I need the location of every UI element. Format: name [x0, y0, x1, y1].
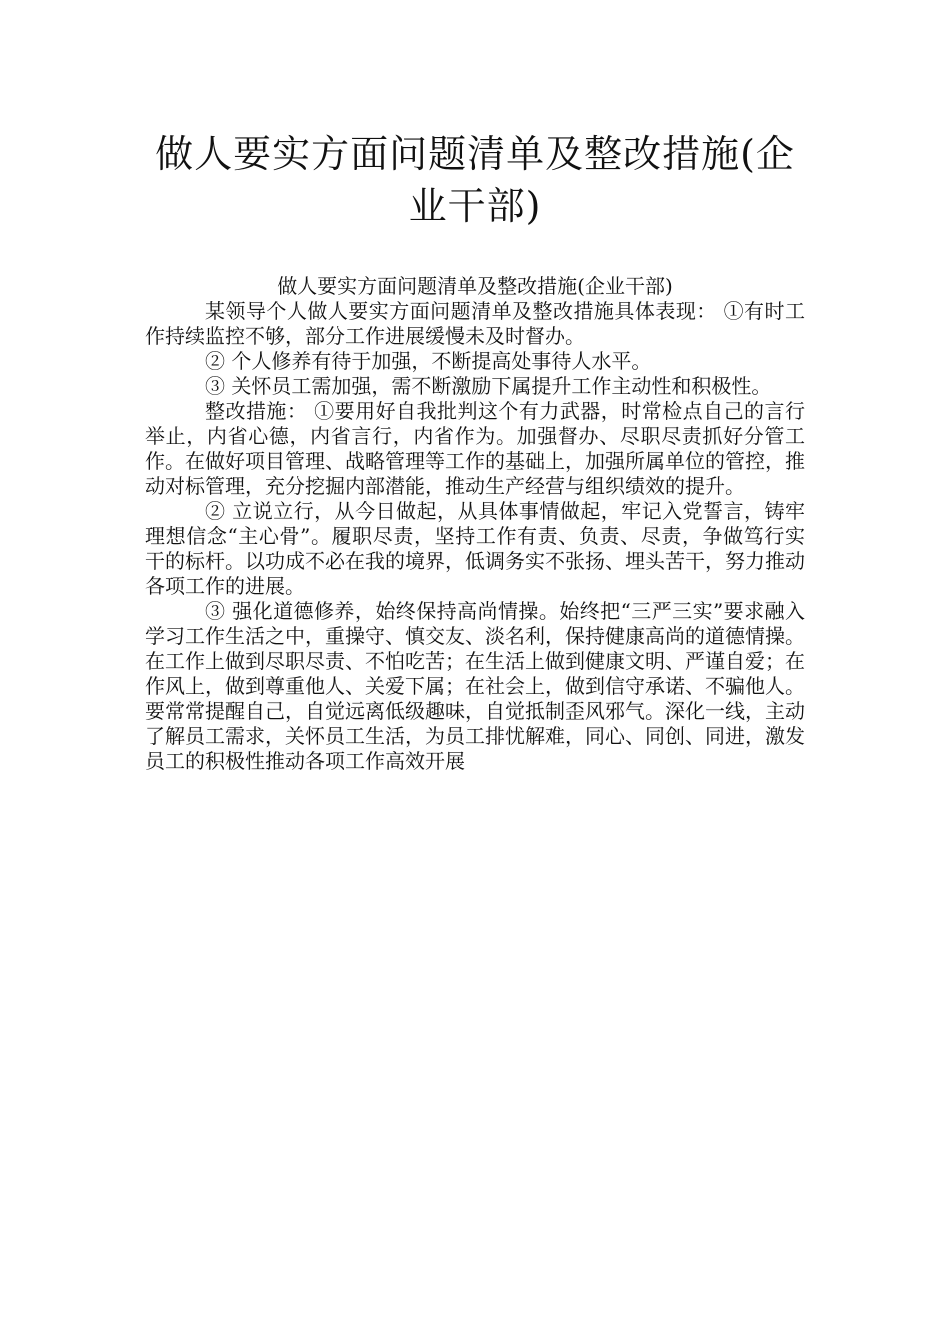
document-title: 做人要实方面问题清单及整改措施(企业干部) [155, 132, 795, 228]
paragraph-measure-3: ③ 强化道德修养，始终保持高尚情操。始终把“三严三实”要求融入学习工作生活之中，重操守、慎交友、淡名利，保持健康高尚的道德情操。在工作上做到尽职尽责、不怕吃苦；在生活上做到健康文明、严谨自爱；在作风上，做到尊重他人、关爱下属；在社会上，做到信守承诺、不骗他人。要常常提醒自己，自觉远离低级趣味，自觉抵制歪风邪气。深化一线，主动了解员工需求，关怀员工生活，为员工排忧解难，同心、同创、同进，激发员工的积极性推动各项工作高效开展 [145, 599, 805, 773]
paragraph-measure-2: ② 立说立行，从今日做起，从具体事情做起，牢记入党誓言，铸牢理想信念“主心骨”。履职尽责，坚持工作有责、负责、尽责，争做笃行实干的标杆。以功成不必在我的境界，低调务实不张扬、埋头苦干，努力推动各项工作的进展。 [145, 499, 805, 598]
document-subtitle: 做人要实方面问题清单及整改措施(企业干部) [277, 274, 673, 298]
paragraph-symptom-3: ③ 关怀员工需加强，需不断激励下属提升工作主动性和积极性。 [205, 374, 772, 398]
paragraph-measure-1: 整改措施： ①要用好自我批判这个有力武器，时常检点自己的言行举止，内省心德，内省言行，内省作为。加强督办、尽职尽责抓好分管工作。在做好项目管理、战略管理等工作的基础上，加强所属单位的管控，推动对标管理，充分挖掘内部潜能，推动生产经营与组织绩效的提升。 [145, 399, 805, 498]
paragraph-symptoms: 某领导个人做人要实方面问题清单及整改措施具体表现： ①有时工作持续监控不够，部分工作进展缓慢未及时督办。 [145, 299, 805, 348]
document-body [145, 274, 805, 774]
paragraph-symptom-2: ② 个人修养有待于加强，不断提高处事待人水平。 [205, 349, 652, 373]
